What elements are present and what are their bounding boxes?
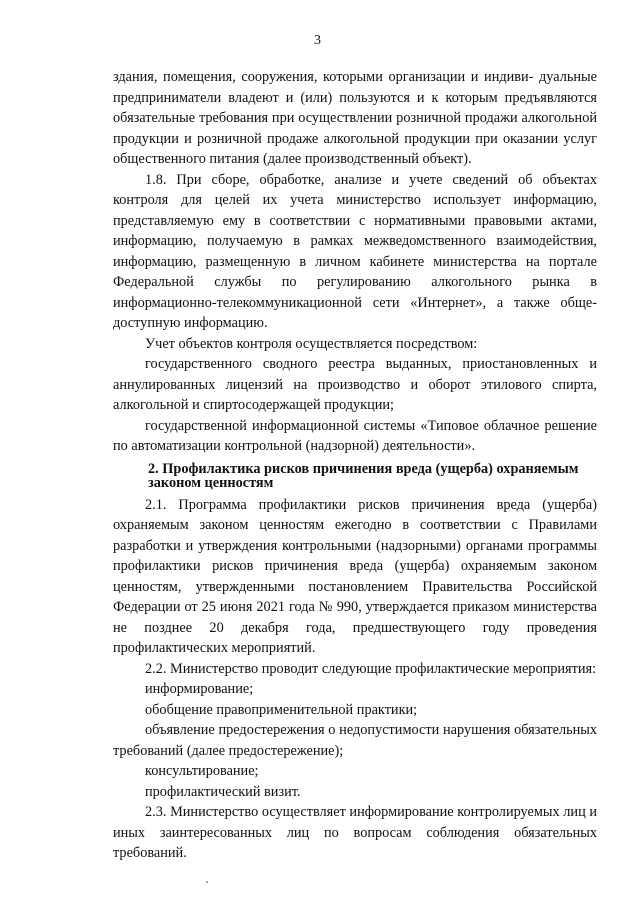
- paragraph-info-system: государственной информационной системы «Типовое облачное решение по автоматизации контрольной (надзорной) деятельности».: [113, 417, 597, 454]
- paragraph-2-2: 2.2. Министерство проводит следующие профилактические мероприятия:: [145, 660, 597, 677]
- paragraph-registry: государственного сводного реестра выданных, приостановленных и аннулированных лицензий на производство и оборот этилового спирта, алкогольной и спиртосодержащей продукции;: [113, 356, 597, 413]
- list-item-consulting: консультирование;: [145, 763, 259, 779]
- list-item-visit: профилактический визит.: [145, 783, 301, 800]
- paragraph-1-8: 1.8. При сборе, обработке, анализе и учете сведений об объектах контроля для целей их учета министерство использует информацию, представляемую ему в соответствии с нормативными правовыми актами, информацию, получаемую в рамках межведомственного взаимодействия, информацию, размещенную в личном кабинете министерства на портале Федеральной службы по регулированию алкогольного рынка в информационно-телекоммуникационной сети «Интернет», а также обще- доступную информацию.: [113, 171, 597, 331]
- paragraph-accounting: Учет объектов контроля осуществляется посредством:: [145, 335, 478, 352]
- paragraph-2-1: 2.1. Программа профилактики рисков причинения вреда (ущерба) охраняемым законом ценностям ежегодно в соответствии с Правилами разработки и утверждения контрольными (надзорными) органами программы профилактики рисков причинения вреда (ущерба) охраняемым законом ценностям, утвержденными постановлением Правительства Российской Федерации от 25 июня 2021 года № 990, утверждается приказом министерства не позднее 20 декабря года, предшествующего году проведения профилактических мероприятий.: [113, 496, 597, 656]
- document-body: [113, 67, 597, 864]
- scan-dot: [206, 881, 208, 883]
- paragraph-continuation: здания, помещения, сооружения, которыми организации и индиви- дуальные предприниматели владеют и (или) пользуются и к которым предъявляются обязательные требования при осуществлении розничной продажи алкогольной продукции и розничной продаже алкогольной продукции при оказании услуг общественного питания (далее производственный объект).: [113, 69, 597, 167]
- list-item-informing: информирование;: [145, 681, 254, 697]
- paragraph-2-3: 2.3. Министерство осуществляет информирование контролируемых лиц и иных заинтересованных лиц по вопросам соблюдения обязательных требований.: [113, 804, 597, 861]
- page-number: 3: [314, 33, 321, 48]
- list-item-warning: объявление предостережения о недопустимости нарушения обязательных требований (далее предостережение);: [113, 722, 597, 759]
- list-item-generalization: обобщение правоприменительной практики;: [145, 701, 418, 718]
- section-heading: 2. Профилактика рисков причинения вреда (ущерба) охраняемым законом ценностям: [148, 460, 579, 491]
